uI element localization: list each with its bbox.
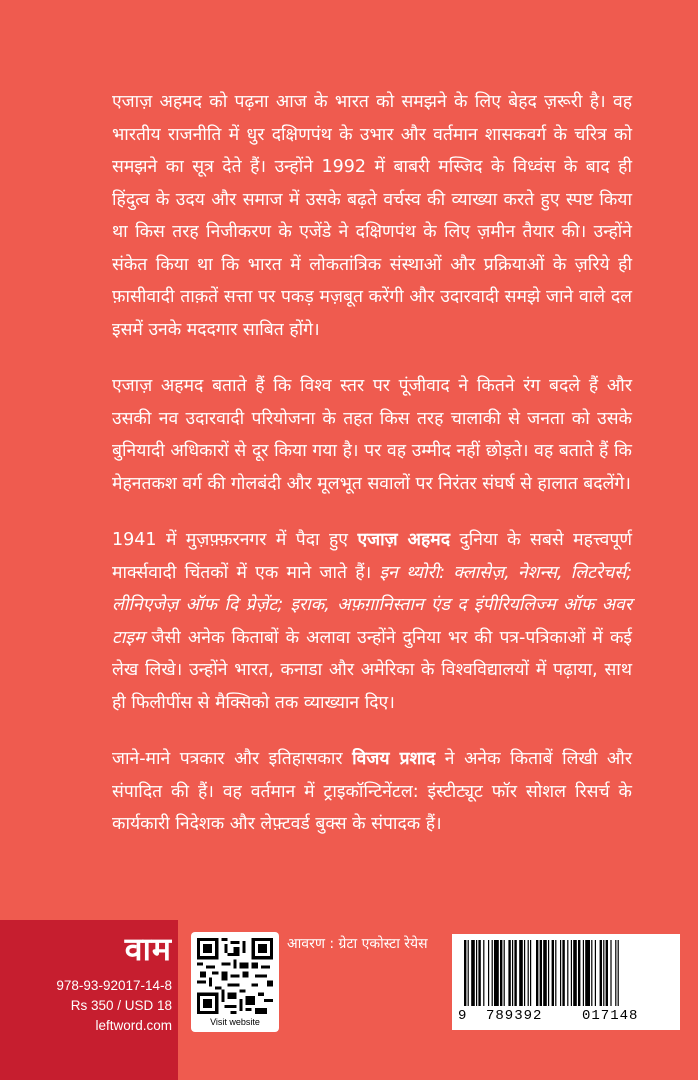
- barcode-bar: [600, 940, 602, 1006]
- barcode-bar: [508, 940, 510, 1006]
- barcode-bar: [571, 940, 572, 1006]
- barcode: [452, 934, 680, 1030]
- barcode-bar: [567, 940, 568, 1006]
- barcode-bar: [530, 940, 531, 1006]
- barcode-bar: [618, 940, 619, 1006]
- paragraph-4-intro: जाने-माने पत्रकार और इतिहासकार: [112, 749, 353, 769]
- barcode-bar: [573, 940, 577, 1006]
- barcode-bar: [552, 940, 554, 1006]
- barcode-bar: [591, 940, 592, 1006]
- barcode-bar: [536, 940, 538, 1006]
- barcode-bar: [512, 940, 513, 1006]
- barcode-first-digit: 9: [458, 1008, 467, 1024]
- barcode-bar: [471, 940, 475, 1006]
- barcode-bar: [578, 940, 580, 1006]
- book-titles: इन थ्योरी: क्लासेज़, नेशन्स, लिटरेचर्स; लीनिएजेज़ ऑफ दि प्रेज़ेंट; इराक, अफ़ग़ानिस्तान एंड द इंपीरियलिज्म ऑफ अवर टाइम: [112, 562, 632, 648]
- barcode-bar: [514, 940, 516, 1006]
- barcode-group-2: 017148: [582, 1008, 639, 1024]
- barcode-bar: [504, 940, 505, 1006]
- barcode-bar: [468, 940, 469, 1006]
- qr-caption: Visit website: [210, 1017, 260, 1027]
- barcode-bar: [595, 940, 596, 1006]
- barcode-bar: [610, 940, 611, 1006]
- barcode-bar: [543, 940, 547, 1006]
- author-name: एजाज़ अहमद: [357, 530, 451, 550]
- barcode-bar: [500, 940, 502, 1006]
- barcode-bar: [560, 940, 561, 1006]
- barcode-bar: [492, 940, 493, 1006]
- barcode-bar: [524, 940, 525, 1006]
- paragraph-2: एजाज़ अहमद बताते हैं कि विश्व स्तर पर पूंजीवाद ने कितने रंग बदले हैं और उसकी नव उदारवादी परियोजना के तहत किस तरह चालाकी से जनता को उसके बुनियादी अधिकारों से दूर किया गया है। पर वह उम्मीद नहीं छोड़ते। वह बताते हैं कि मेहनतकश वर्ग की गोलबंदी और मूलभूत सवालों पर निरंतर संघर्ष से हालात बदलेंगे।: [112, 376, 632, 494]
- paragraph-1: एजाज़ अहमद को पढ़ना आज के भारत को समझने के लिए बेहद ज़रूरी है। वह भारतीय राजनीति में धुर दक्षिणपंथ के उभार और वर्तमान शासकवर्ग के चरित्र को समझने का सूत्र देते हैं। उन्होंने 1992 में बाबरी मस्जिद के विध्वंस के बाद ही हिंदुत्व के उदय और समाज में उसके बढ़ते वर्चस्व की व्याख्या करते हुए स्पष्ट किया था किस तरह निजीकरण के एजेंडे ने दक्षिणपंथ के लिए ज़मीन तैयार की। उन्होंने संकेत किया था कि भारत में लोकतांत्रिक संस्थाओं और प्रक्रियाओं के ज़रिये ही फ़ासीवादी ताक़तें सत्ता पर पकड़ मज़बूत करेंगी और उदारवादी समझे जाने वाले दल इसमें उनके मददगार साबित होंगे।: [112, 92, 632, 340]
- publisher-info: [56, 976, 172, 1036]
- publisher-logo: वाम: [124, 930, 172, 968]
- barcode-bar: [583, 940, 584, 1006]
- barcode-bar: [476, 940, 477, 1006]
- barcode-bar: [540, 940, 542, 1006]
- blurb-text: [112, 86, 632, 865]
- paragraph-3-end: जैसी अनेक किताबों के अलावा उन्होंने दुनिया भर की पत्र-पत्रिकाओं में कई लेख लिखे। उन्होंने भारत, कनाडा और अमेरिका के विश्वविद्यालयों में पढ़ाया, साथ ही फिलीपींस से मैक्सिको तक व्याख्यान दिए।: [112, 627, 632, 713]
- barcode-bar: [528, 940, 529, 1006]
- barcode-bar: [478, 940, 480, 1006]
- qr-code-icon: [197, 938, 273, 1014]
- price: Rs 350 / USD 18: [70, 998, 172, 1013]
- cover-credit: आवरण : ग्रेटा एकोस्टा रेयेस: [287, 936, 428, 952]
- paragraph-4: [112, 743, 632, 841]
- barcode-bar: [606, 940, 608, 1006]
- barcode-bar: [483, 940, 484, 1006]
- barcode-group-1: 789392: [486, 1008, 543, 1024]
- website-link[interactable]: leftword.com: [95, 1018, 172, 1033]
- barcode-bar: [519, 940, 523, 1006]
- paragraph-4-end: ने अनेक किताबें लिखी और संपादित की हैं। वह वर्तमान में ट्राइकॉन्टिनेंटल: इंस्टीट्यूट फॉर सोशल रिसर्च के कार्यकारी निदेशक और लेफ़्टवर्ड बुक्स के संपादक हैं।: [112, 749, 632, 834]
- barcode-bar: [585, 940, 590, 1006]
- isbn-number: 978-93-92017-14-8: [56, 978, 172, 993]
- paragraph-3: [112, 524, 632, 719]
- barcode-bar: [464, 940, 466, 1006]
- barcode-bar: [494, 940, 499, 1006]
- qr-code[interactable]: [191, 932, 279, 1032]
- paragraph-3-intro: 1941 में मुज़फ़्फ़रनगर में पैदा हुए: [112, 530, 358, 550]
- barcode-bar: [548, 940, 549, 1006]
- editor-name: विजय प्रशाद: [352, 749, 436, 769]
- barcode-bar: [555, 940, 556, 1006]
- paragraph-3-middle: दुनिया के सबसे महत्त्वपूर्ण मार्क्सवादी चिंतकों में एक माने जाते हैं।: [112, 530, 632, 583]
- barcode-bar: [615, 940, 616, 1006]
- barcode-bar: [488, 940, 489, 1006]
- barcode-bars: [460, 940, 672, 1006]
- barcode-bar: [562, 940, 564, 1006]
- barcode-bar: [603, 940, 604, 1006]
